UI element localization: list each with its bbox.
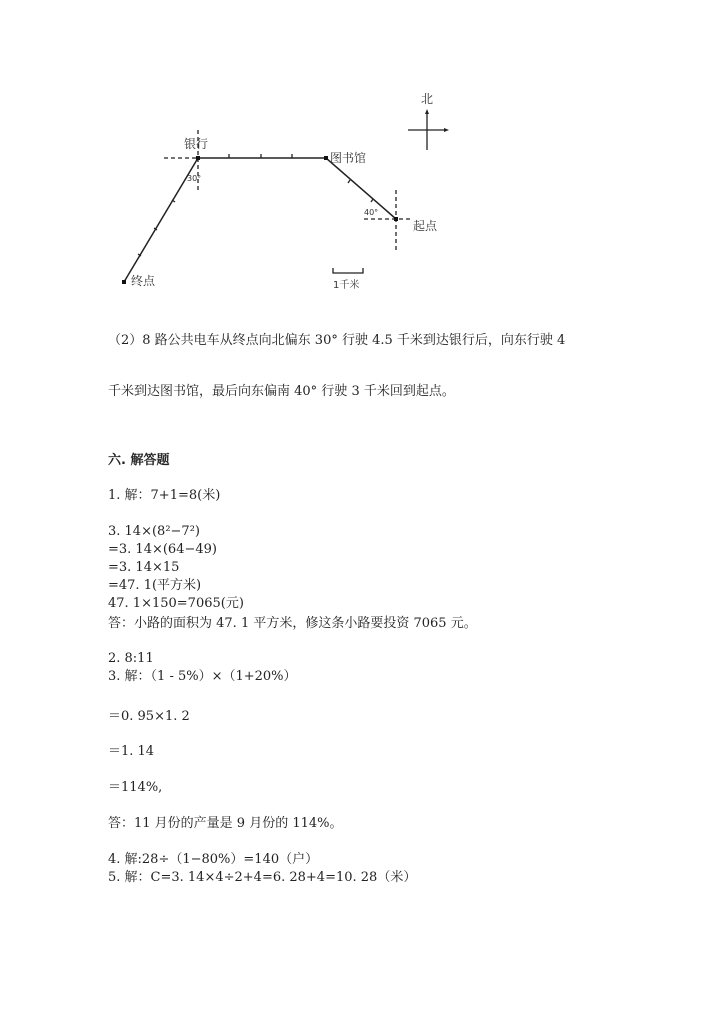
answer-line: =3. 14×15 [108,560,180,575]
end-label: 终点 [131,274,156,288]
answer-line: 3. 解：（1 - 5%）×（1+20%） [108,669,297,684]
answer-line: ＝1. 14 [108,744,155,759]
answer-line: 答：小路的面积为 47. 1 平方米，修这条小路要投资 7065 元。 [108,616,477,631]
answer-line: 5. 解：C=3. 14×4÷2+4=6. 28+4=10. 28（米） [108,870,417,885]
paragraph-line: （2）8 路公共电车从终点向北偏东 30° 行驶 4.5 千米到达银行后，向东行驶 4 [108,333,566,348]
answer-line: ＝0. 95×1. 2 [108,709,190,724]
bank-label: 银行 [184,137,209,151]
answer-line: 47. 1×150=7065(元) [108,596,244,611]
paragraph-line: 千米到达图书馆，最后向东偏南 40° 行驶 3 千米回到起点。 [108,384,455,399]
library-label: 图书馆 [330,151,367,165]
scale-bar [333,268,363,273]
answer-line: 3. 14×(8²−7²) [108,524,200,539]
answer-line: ＝114%, [108,780,163,795]
answer-line: 2. 8:11 [108,651,154,666]
route-line [124,158,396,282]
route-diagram [0,0,720,310]
answer-line: =47. 1(平方米) [108,578,202,593]
answer-line: 答：11 月份的产量是 9 月份的 114%。 [108,816,343,831]
answer-line: 1. 解：7+1=8(米) [108,488,221,503]
angle-30-label: 30° [187,174,202,183]
scale-label: 1千米 [333,280,360,291]
north-label: 北 [421,92,434,106]
answer-line: =3. 14×(64−49) [108,542,217,557]
answer-line: 4. 解:28÷（1−80%）=140（户） [108,852,319,867]
section-heading: 六. 解答题 [108,453,170,468]
start-label: 起点 [413,219,438,233]
angle-40-label: 40° [364,208,379,217]
